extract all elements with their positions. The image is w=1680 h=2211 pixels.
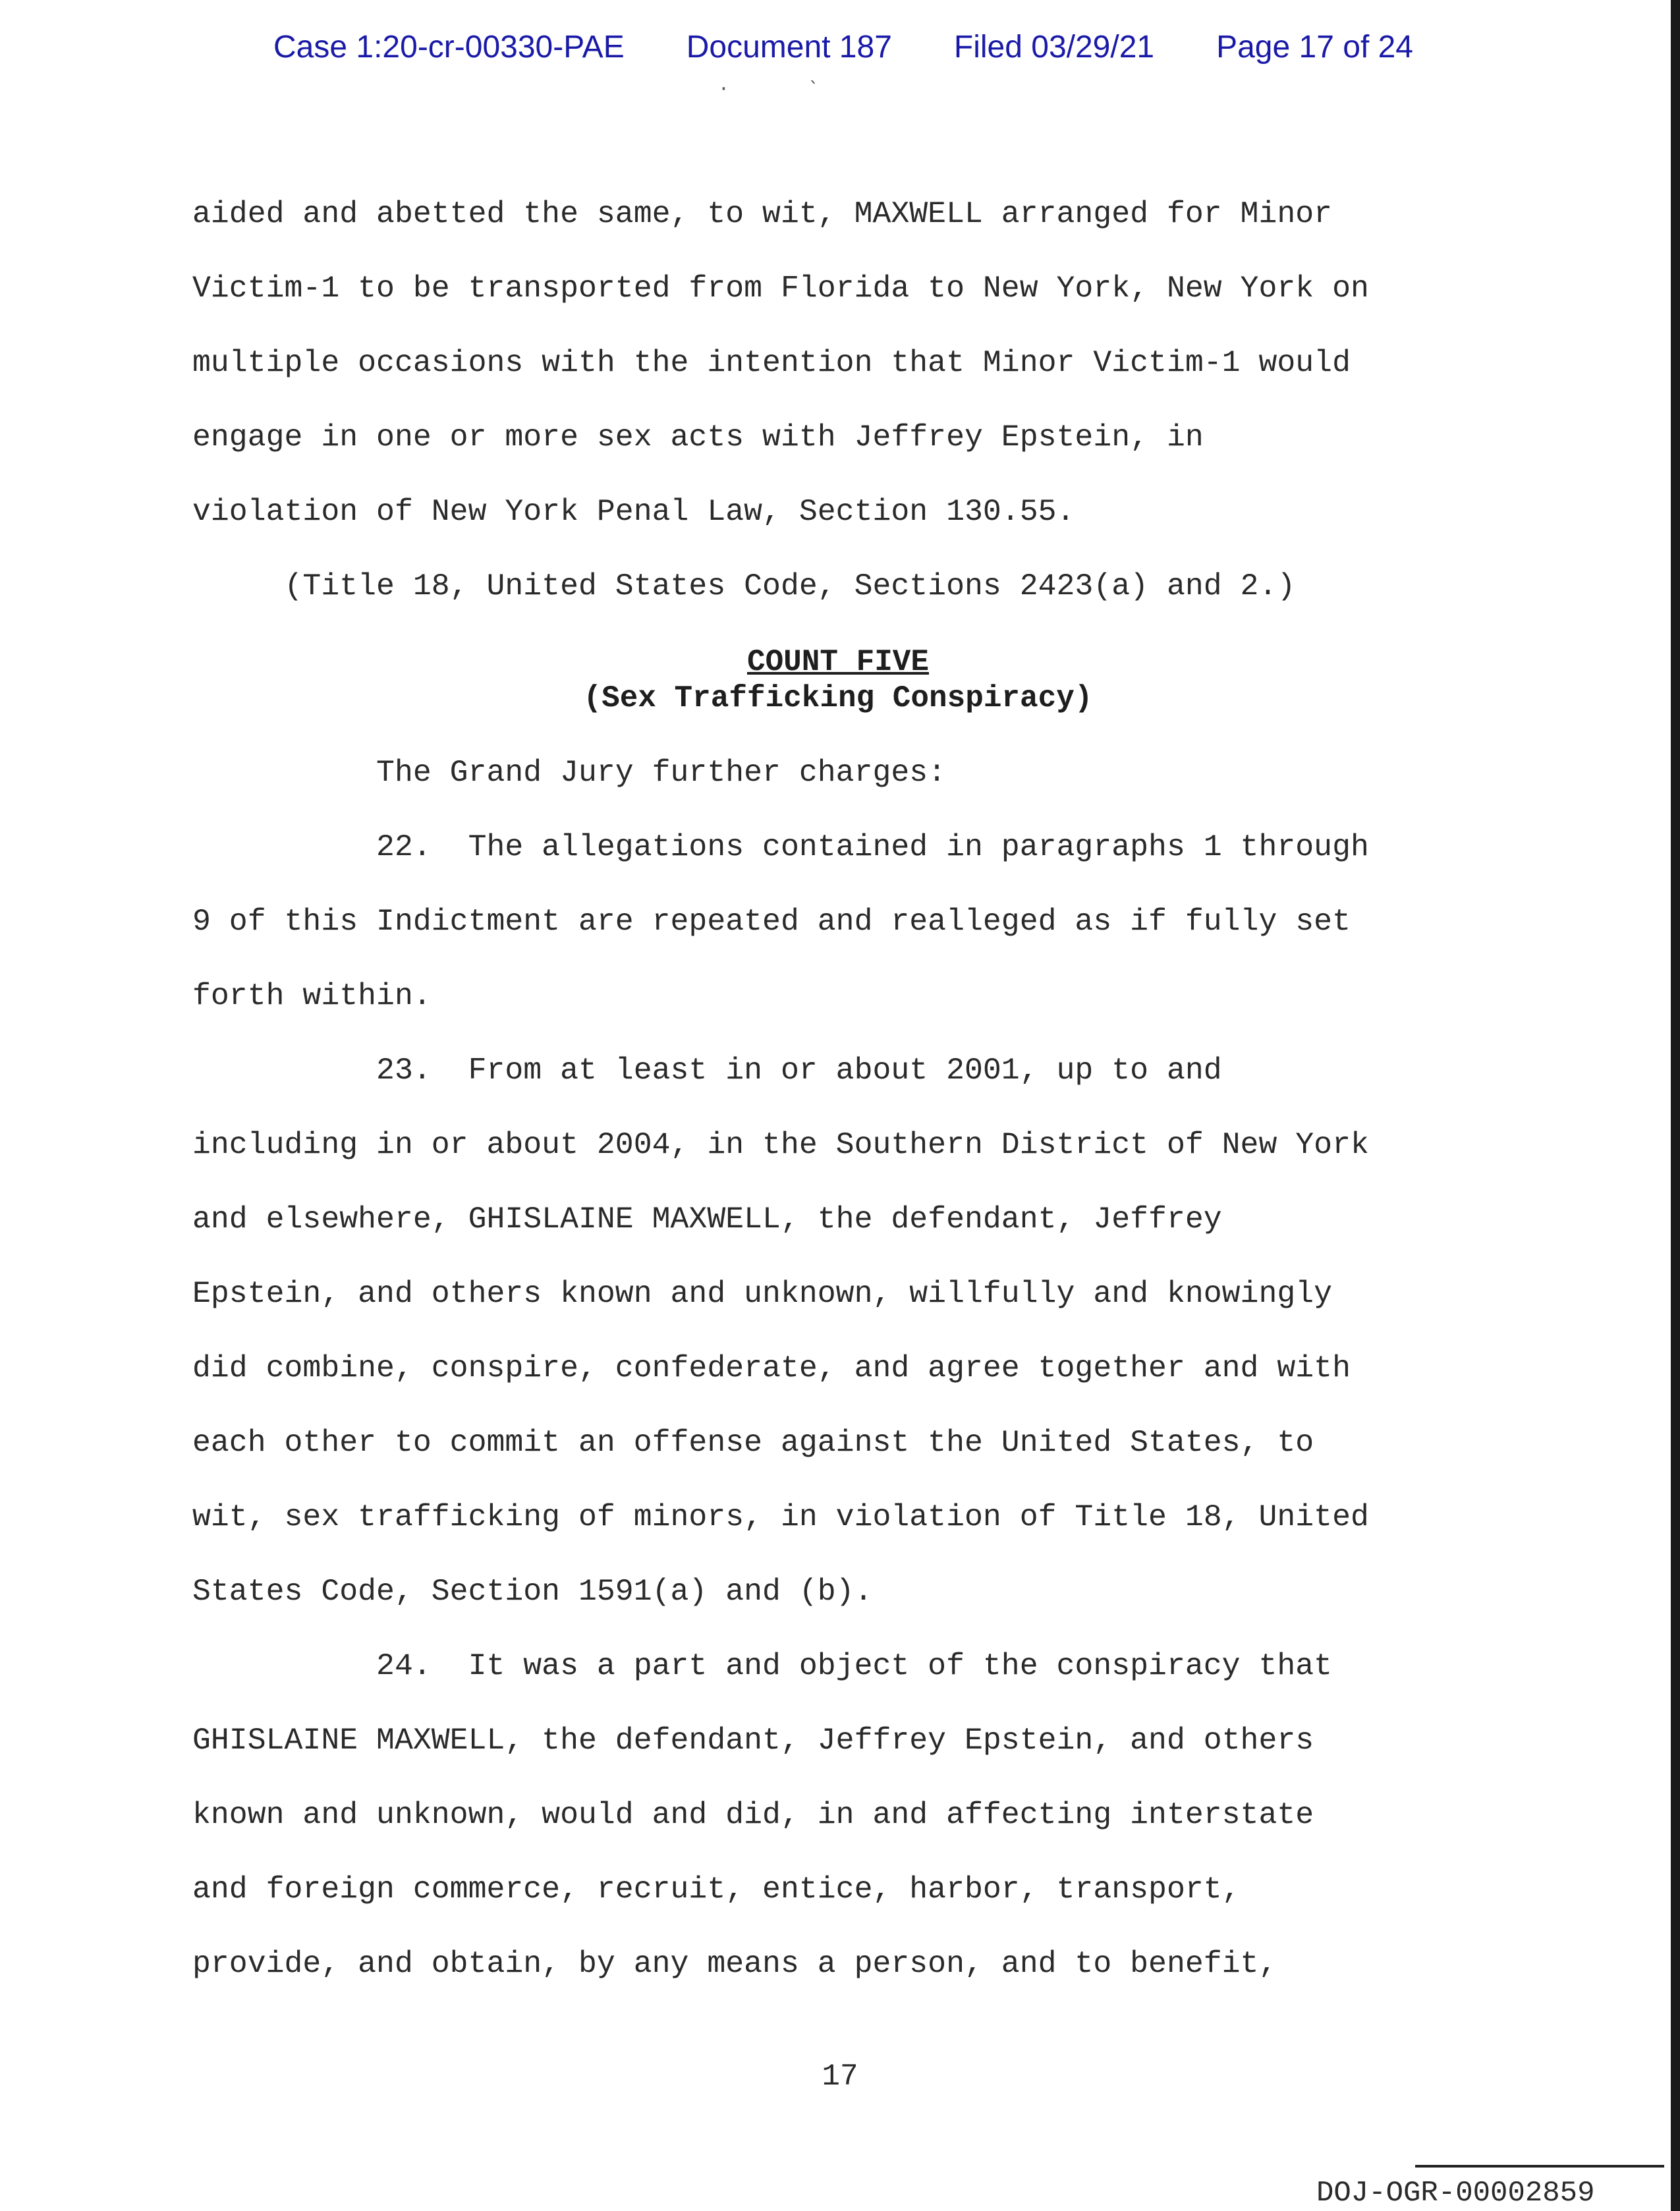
text-line: violation of New York Penal Law, Section 130.55.	[192, 494, 1075, 529]
text-line: aided and abetted the same, to wit, MAXWELL arranged for Minor	[192, 196, 1333, 231]
bates-number: DOJ-OGR-00002859	[1316, 2177, 1595, 2210]
bates-rule	[1415, 2165, 1664, 2168]
count-title: COUNT FIVE	[746, 645, 930, 679]
scan-edge-bar	[1671, 0, 1680, 2211]
document-number: Document 187	[686, 30, 892, 65]
text-line: GHISLAINE MAXWELL, the defendant, Jeffrey Epstein, and others	[192, 1723, 1314, 1758]
text-line: The Grand Jury further charges:	[192, 755, 947, 790]
paragraph-23-line: 23. From at least in or about 2001, up to and	[192, 1053, 1222, 1088]
scan-specks: ·`	[718, 78, 899, 99]
text-line: 9 of this Indictment are repeated and realleged as if fully set	[192, 904, 1351, 939]
text-line: forth within.	[192, 978, 432, 1013]
text-line: wit, sex trafficking of minors, in violation of Title 18, United	[192, 1499, 1369, 1534]
text-line: and foreign commerce, recruit, entice, harbor, transport,	[192, 1872, 1241, 1907]
text-line: including in or about 2004, in the Southern District of New York	[192, 1127, 1369, 1162]
text-line: Epstein, and others known and unknown, willfully and knowingly	[192, 1276, 1333, 1311]
case-number: Case 1:20-cr-00330-PAE	[273, 30, 625, 65]
filing-header	[273, 29, 1413, 65]
page-number: 17	[822, 2059, 858, 2094]
text-line: and elsewhere, GHISLAINE MAXWELL, the defendant, Jeffrey	[192, 1202, 1222, 1237]
paragraph-24-line: 24. It was a part and object of the conspiracy that	[192, 1648, 1333, 1683]
text-line: did combine, conspire, confederate, and agree together and with	[192, 1351, 1351, 1385]
citation-line: (Title 18, United States Code, Sections 2423(a) and 2.)	[192, 569, 1296, 603]
text-line: known and unknown, would and did, in and affecting interstate	[192, 1797, 1314, 1832]
text-line: each other to commit an offense against the United States, to	[192, 1425, 1314, 1460]
count-subtitle: (Sex Trafficking Conspiracy)	[583, 681, 1093, 715]
paragraph-22-line: 22. The allegations contained in paragraphs 1 through	[192, 829, 1369, 864]
text-line: provide, and obtain, by any means a person, and to benefit,	[192, 1946, 1277, 1981]
text-line: engage in one or more sex acts with Jeffrey Epstein, in	[192, 420, 1204, 455]
text-line: multiple occasions with the intention that Minor Victim-1 would	[192, 345, 1351, 380]
filed-date: Filed 03/29/21	[953, 30, 1155, 65]
text-line: Victim-1 to be transported from Florida to New York, New York on	[192, 271, 1369, 306]
text-line: States Code, Section 1591(a) and (b).	[192, 1574, 873, 1609]
page-count: Page 17 of 24	[1216, 30, 1413, 65]
